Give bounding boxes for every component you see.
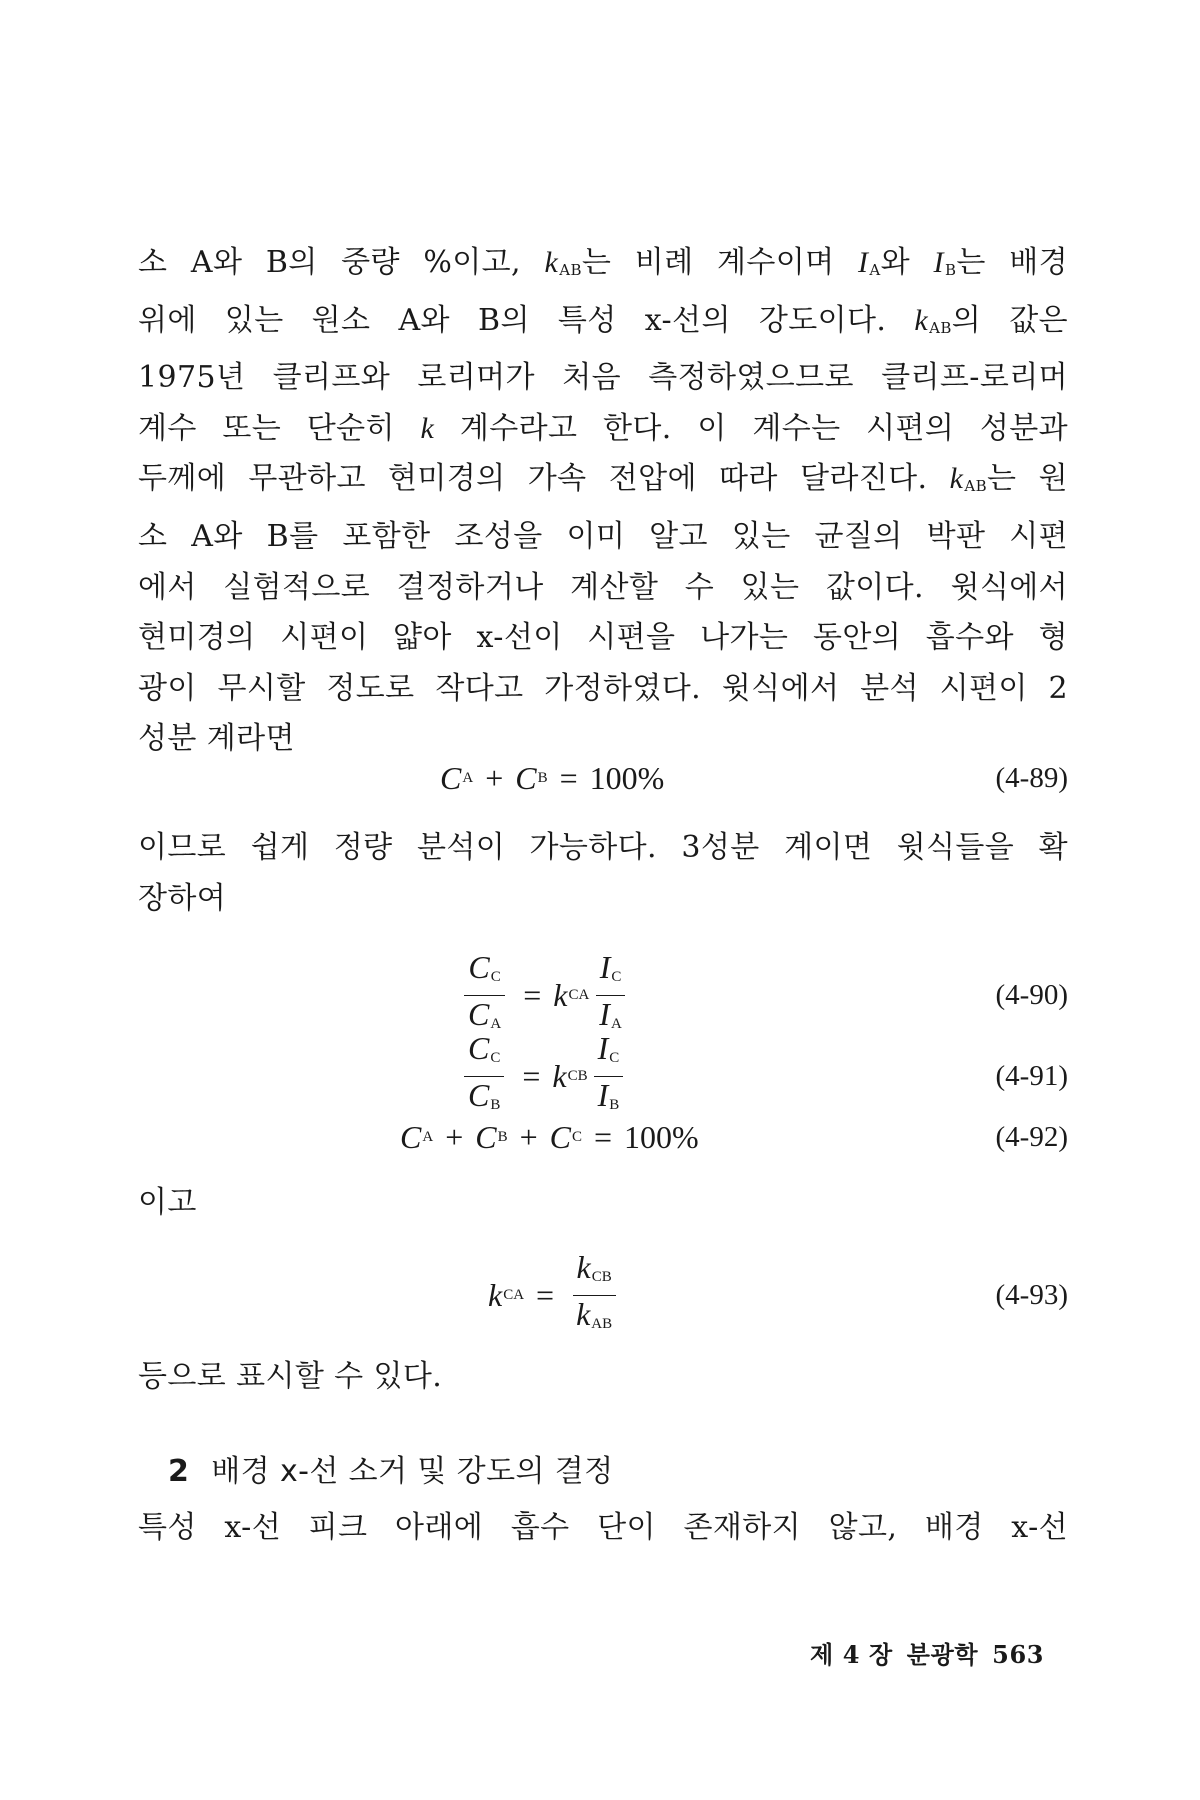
section-heading — [168, 1446, 614, 1490]
paragraph-1-line-8: 현미경의 시편이 얇아 x-선이 시편을 나가는 동안의 흡수와 형 — [138, 620, 1068, 656]
equation-number: (4-93) — [995, 1278, 1068, 1311]
paragraph-1-line-6: 소 A와 B를 포함한 조성을 이미 알고 있는 균질의 박판 시편 — [138, 518, 1068, 554]
paragraph-1-line-4: 계수 또는 단순히 k 계수라고 한다. 이 계수는 시편의 성분과 — [138, 410, 1068, 446]
paragraph-1-line-7: 에서 실험적으로 결정하거나 계산할 수 있는 값이다. 윗식에서 — [138, 569, 1068, 605]
paragraph-1-line-1: 소 A와 B의 중량 %이고, $k_{AB}$는 비례 계수이며 $I_A$와 $I_B$는 배경 — [138, 245, 1069, 280]
equation-number: (4-90) — [995, 978, 1068, 1011]
equation-4-91-body: $\frac{C_C}{C_B}$ = k CB $\frac{I_C}{I_B}$ — [458, 1036, 629, 1116]
equation-4-90-body: $\frac{C_C}{C_A}$ = k CA $\frac{I_C}{I_A}$ — [458, 955, 632, 1035]
text-conclusion: 등으로 표시할 수 있다. — [138, 1359, 443, 1394]
paragraph-1-line-9: 광이 무시할 정도로 작다고 가정하였다. 윗식에서 분석 시편이 2 — [138, 670, 1068, 706]
equation-4-93 — [138, 1248, 1068, 1335]
fraction: $\frac{I_C}{I_A}$ — [595, 950, 626, 1041]
paragraph-1-line-10: 성분 계라면 — [138, 721, 295, 757]
section-body — [138, 1503, 1068, 1554]
fraction: $\frac{C_C}{C_A}$ — [464, 950, 505, 1041]
equation-4-90 — [138, 948, 1068, 1035]
equation-number: (4-92) — [995, 1120, 1068, 1153]
equation-4-92 — [138, 1107, 1068, 1167]
text-igo: 이고 — [138, 1185, 197, 1220]
equation-4-93-body: k CA = $\frac{k_{CB}}{k_{AB}}$ — [488, 1255, 622, 1335]
fraction: $\frac{I_C}{I_B}$ — [594, 1031, 624, 1122]
equation-4-89 — [138, 748, 1068, 808]
paragraph-2 — [138, 823, 1068, 924]
fraction: $\frac{C_C}{C_B}$ — [464, 1031, 504, 1122]
paragraph-1-line-2: 위에 있는 원소 A와 B의 특성 x-선의 강도이다. $k_{AB}$의 값은 — [138, 302, 1069, 338]
page-footer — [810, 1635, 1044, 1670]
equation-number: (4-89) — [995, 761, 1068, 794]
section-number: 2 — [168, 1454, 190, 1489]
paragraph-1-line-5: 두께에 무관하고 현미경의 가속 전압에 따라 달라진다. $k_{AB}$는 원 — [138, 461, 1068, 497]
page-number: 563 — [992, 1640, 1045, 1669]
paragraph-2-line-2: 장하여 — [138, 880, 227, 916]
footer-chapter: 제 4 장 — [810, 1640, 893, 1669]
section-body-line-1: 특성 x-선 피크 아래에 흡수 단이 존재하지 않고, 배경 x-선 — [138, 1510, 1068, 1545]
paragraph-1 — [138, 238, 1068, 765]
paragraph-2-line-1: 이므로 쉽게 정량 분석이 가능하다. 3성분 계이면 윗식들을 확 — [138, 830, 1068, 865]
equation-4-92-body: C A + C B + C C = 100% — [400, 1118, 699, 1155]
footer-title: 분광학 — [906, 1640, 979, 1669]
equation-number: (4-91) — [995, 1059, 1068, 1092]
equation-4-91 — [138, 1029, 1068, 1116]
paragraph-1-line-3: 1975년 클리프와 로리머가 처음 측정하였으므로 클리프-로리머 — [138, 360, 1068, 396]
equation-4-89-body: C A + C B = 100% — [440, 759, 665, 796]
fraction: $\frac{k_{CB}}{k_{AB}}$ — [572, 1250, 616, 1341]
section-title: 배경 x-선 소거 및 강도의 결정 — [211, 1454, 614, 1489]
